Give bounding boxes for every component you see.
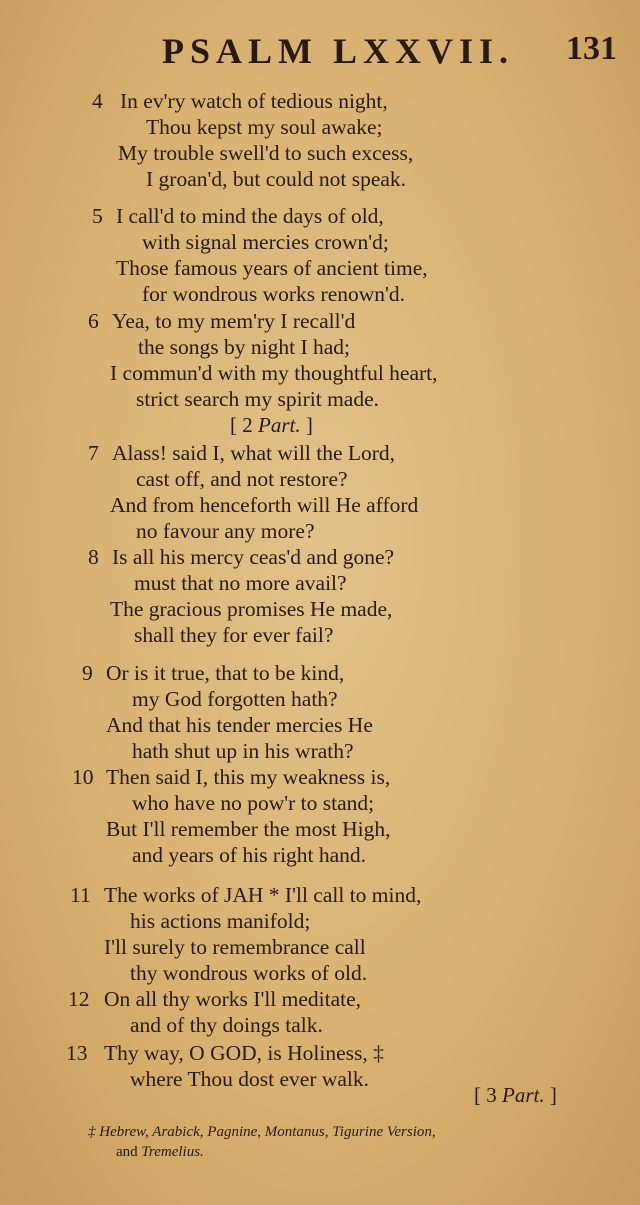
verse-number: 8 bbox=[88, 545, 99, 569]
verse-line: who have no pow'r to stand; bbox=[132, 791, 375, 815]
verse-line: Alass! said I, what will the Lord, bbox=[112, 441, 396, 465]
verse-number: 11 bbox=[70, 883, 91, 907]
verse-line: But I'll remember the most High, bbox=[106, 817, 391, 841]
verse-line: with signal mercies crown'd; bbox=[142, 230, 389, 254]
verse-line: I call'd to mind the days of old, bbox=[116, 204, 384, 228]
verse-number: 12 bbox=[68, 987, 90, 1011]
verse-line: for wondrous works renown'd. bbox=[142, 282, 406, 306]
verse-line: the songs by night I had; bbox=[138, 335, 350, 359]
verse-line: thy wondrous works of old. bbox=[130, 961, 368, 985]
page-header bbox=[0, 30, 640, 70]
verse-line: strict search my spirit made. bbox=[136, 387, 379, 411]
verse-line: hath shut up in his wrath? bbox=[132, 739, 354, 763]
verse-line: Thy way, O GOD, is Holiness, ‡ bbox=[104, 1041, 384, 1065]
page-number: 131 bbox=[566, 30, 617, 67]
verse-line: Thou kepst my soul awake; bbox=[146, 115, 383, 139]
part-marker: [ 2 Part. ] bbox=[230, 413, 313, 437]
verse-number: 6 bbox=[88, 309, 99, 333]
footnote-line: ‡ Hebrew, Arabick, Pagnine, Montanus, Tigurine Version, bbox=[88, 1124, 436, 1140]
verse-number: 9 bbox=[82, 661, 93, 685]
verse-line: And from henceforth will He afford bbox=[110, 493, 419, 517]
verse-line: Is all his mercy ceas'd and gone? bbox=[112, 545, 395, 569]
verse-number: 13 bbox=[66, 1041, 88, 1065]
verse-number: 10 bbox=[72, 765, 94, 789]
verse-line: I'll surely to remembrance call bbox=[104, 935, 366, 959]
verse-line: no favour any more? bbox=[136, 519, 315, 543]
verse-line: where Thou dost ever walk. bbox=[130, 1067, 370, 1091]
verse-line: Or is it true, that to be kind, bbox=[106, 661, 345, 685]
verse-line: My trouble swell'd to such excess, bbox=[118, 141, 414, 165]
verse-line: cast off, and not restore? bbox=[136, 467, 348, 491]
verse-line: my God forgotten hath? bbox=[132, 687, 338, 711]
verse-line: and years of his right hand. bbox=[132, 843, 367, 867]
part-marker: [ 3 Part. ] bbox=[474, 1083, 557, 1107]
verse-line: his actions manifold; bbox=[130, 909, 311, 933]
verse-line: and of thy doings talk. bbox=[130, 1013, 323, 1037]
verse-line: The works of JAH * I'll call to mind, bbox=[104, 883, 422, 907]
verse-line: must that no more avail? bbox=[134, 571, 347, 595]
verse-line: I commun'd with my thoughtful heart, bbox=[110, 361, 438, 385]
verse-line: Yea, to my mem'ry I recall'd bbox=[112, 309, 356, 333]
verse-line: I groan'd, but could not speak. bbox=[146, 167, 407, 191]
verse-number: 5 bbox=[92, 204, 103, 228]
verse-number: 4 bbox=[92, 89, 103, 113]
verse-line: The gracious promises He made, bbox=[110, 597, 393, 621]
verse-line: On all thy works I'll meditate, bbox=[104, 987, 362, 1011]
footnote-line: and Tremelius. bbox=[116, 1144, 204, 1160]
verse-line: And that his tender mercies He bbox=[106, 713, 373, 737]
verse-line: Then said I, this my weakness is, bbox=[106, 765, 391, 789]
verse-line: shall they for ever fail? bbox=[134, 623, 334, 647]
verse-line: In ev'ry watch of tedious night, bbox=[120, 89, 388, 113]
running-title: PSALM LXXVII. bbox=[162, 31, 515, 71]
verse-number: 7 bbox=[88, 441, 99, 465]
verse-line: Those famous years of ancient time, bbox=[116, 256, 428, 280]
